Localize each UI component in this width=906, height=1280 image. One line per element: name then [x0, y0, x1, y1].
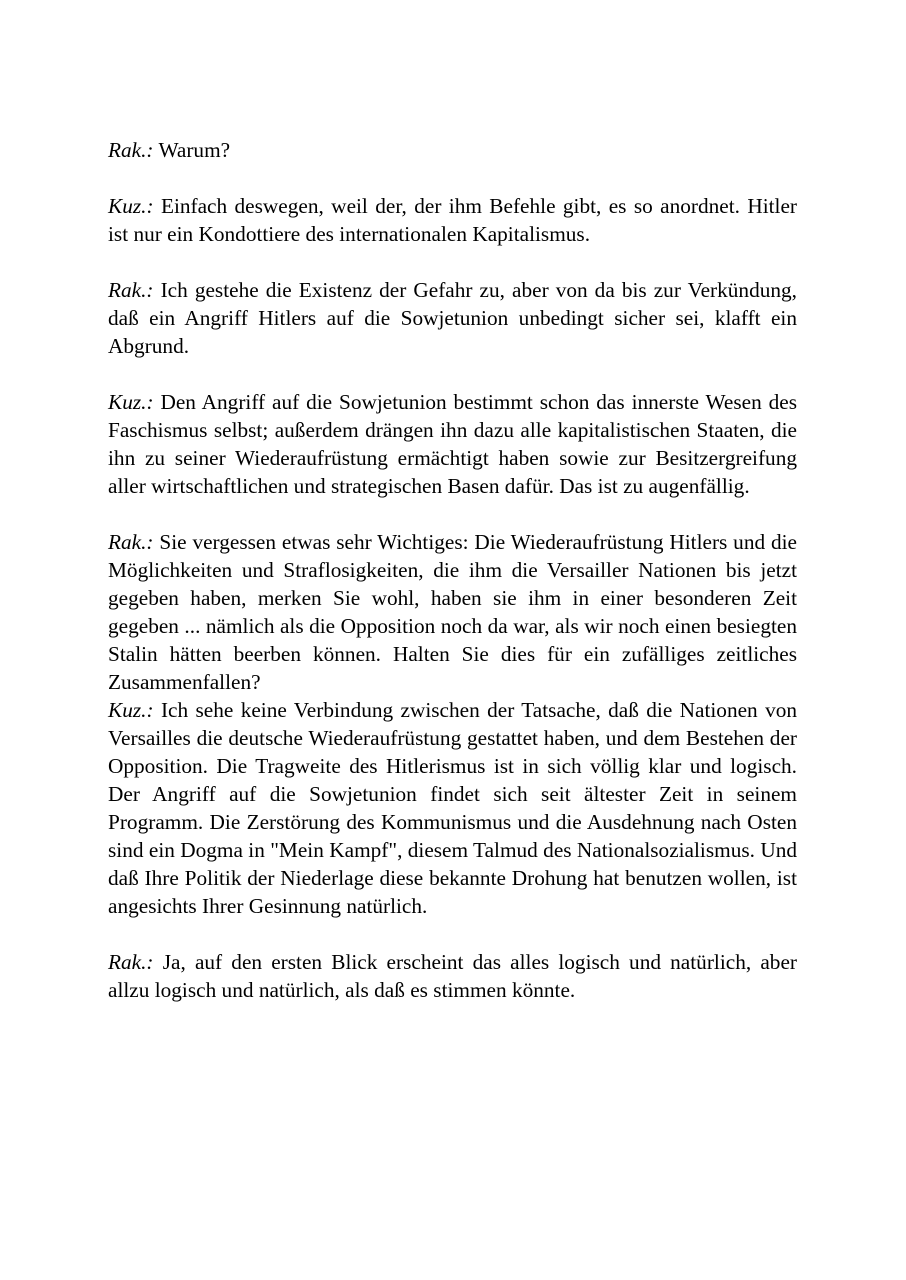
- speaker-label: Kuz.:: [108, 390, 154, 414]
- paragraph-text: Ja, auf den ersten Blick erscheint das alles logisch und natürlich, aber allzu logisch und natürlich, als daß es stimmen könnte.: [108, 950, 797, 1002]
- paragraph-text: Den Angriff auf die Sowjetunion bestimmt schon das innerste Wesen des Faschismus selbst; außerdem drängen ihn dazu alle kapitalistischen Staaten, die ihn zu seiner Wiederaufrüstung ermächtigt haben sowie zur Besitzergreifung aller wirtschaftlichen und strategischen Basen dafür. Das ist zu augenfällig.: [108, 390, 797, 498]
- dialogue-paragraph: [108, 696, 797, 920]
- paragraph-text: Einfach deswegen, weil der, der ihm Befehle gibt, es so anordnet. Hitler ist nur ein Kondottiere des internationalen Kapitalismus.: [108, 194, 797, 246]
- speaker-label: Rak.:: [108, 530, 154, 554]
- dialogue-paragraph: [108, 276, 797, 360]
- paragraph-text: Warum?: [158, 138, 231, 162]
- speaker-label: Kuz.:: [108, 194, 154, 218]
- speaker-label: Rak.:: [108, 950, 154, 974]
- paragraph-text: Sie vergessen etwas sehr Wichtiges: Die Wiederaufrüstung Hitlers und die Möglichkeiten und Straflosigkeiten, die ihm die Versailler Nationen bis jetzt gegeben haben, merken Sie wohl, haben sie ihm in einer besonderen Zeit gegeben ... nämlich als die Opposition noch da war, als wir noch einen besiegten Stalin hätten beerben können. Halten Sie dies für ein zufälliges zeitliches Zusammenfallen?: [108, 530, 797, 694]
- speaker-label: Rak.:: [108, 138, 154, 162]
- dialogue-paragraph: [108, 192, 797, 248]
- speaker-label: Rak.:: [108, 278, 154, 302]
- dialogue-text: [108, 136, 797, 1004]
- paragraph-text: Ich gestehe die Existenz der Gefahr zu, aber von da bis zur Verkündung, daß ein Angriff Hitlers auf die Sowjetunion unbedingt sicher sei, klafft ein Abgrund.: [108, 278, 797, 358]
- paragraph-text: Ich sehe keine Verbindung zwischen der Tatsache, daß die Nationen von Versailles die deutsche Wiederaufrüstung gestattet haben, und dem Bestehen der Opposition. Die Tragweite des Hitlerismus ist in sich völlig klar und logisch. Der Angriff auf die Sowjetunion findet sich seit ältester Zeit in seinem Programm. Die Zerstörung des Kommunismus und die Ausdehnung nach Osten sind ein Dogma in "Mein Kampf", diesem Talmud des Nationalsozialismus. Und daß Ihre Politik der Niederlage diese bekannte Drohung hat benutzen wollen, ist angesichts Ihrer Gesinnung natürlich.: [108, 698, 798, 918]
- dialogue-paragraph: [108, 948, 797, 1004]
- dialogue-paragraph: [108, 136, 797, 164]
- dialogue-paragraph: [108, 388, 797, 500]
- speaker-label: Kuz.:: [108, 698, 154, 722]
- dialogue-paragraph: [108, 528, 797, 696]
